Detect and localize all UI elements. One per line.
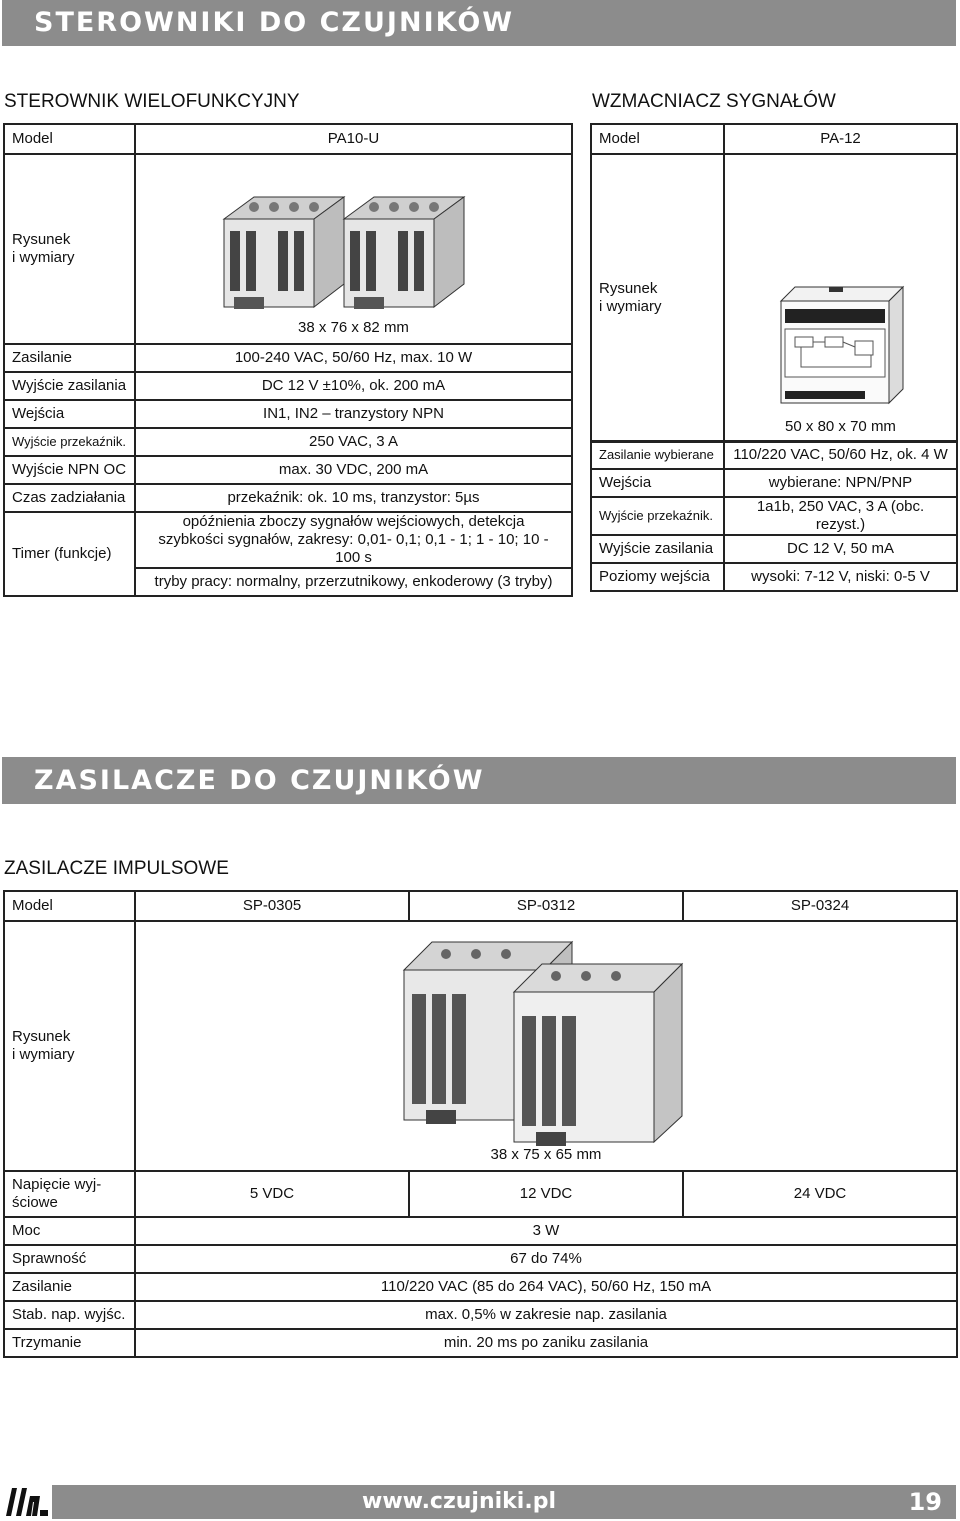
row-label: Wyjście zasilania bbox=[591, 535, 724, 563]
model-value: SP-0305 bbox=[135, 891, 409, 921]
row-value: 67 do 74% bbox=[135, 1245, 957, 1273]
row-label: Zasilanie bbox=[4, 344, 135, 372]
amplifier-specs-table bbox=[590, 413, 958, 592]
voltage-value: 5 VDC bbox=[135, 1171, 409, 1217]
multifunction-title: STEROWNIK WIELOFUNKCYJNY bbox=[4, 91, 300, 112]
model-value: PA-12 bbox=[724, 124, 957, 154]
sp-dimensions: 38 x 75 x 65 mm bbox=[490, 1146, 602, 1163]
amplifier-title: WZMACNIACZ SYGNAŁÓW bbox=[592, 91, 836, 112]
pa12-device-image bbox=[771, 279, 911, 419]
model-value: SP-0324 bbox=[683, 891, 957, 921]
row-value: przekaźnik: ok. 10 ms, tranzystor: 5µs bbox=[135, 484, 572, 512]
row-value: 3 W bbox=[135, 1217, 957, 1245]
drawing-label: Rysunek i wymiary bbox=[4, 921, 135, 1171]
row-value: max. 0,5% w zakresie nap. zasilania bbox=[135, 1301, 957, 1329]
model-value: SP-0312 bbox=[409, 891, 683, 921]
row-value: 110/220 VAC (85 do 264 VAC), 50/60 Hz, 150 mA bbox=[135, 1273, 957, 1301]
row-label: Wyjście przekaźnik. bbox=[4, 428, 135, 456]
page-number: 19 bbox=[908, 1488, 942, 1516]
row-value: DC 12 V ±10%, ok. 200 mA bbox=[135, 372, 572, 400]
row-value: 110/220 VAC, 50/60 Hz, ok. 4 W bbox=[724, 441, 957, 469]
row-label: Wyjście NPN OC bbox=[4, 456, 135, 484]
company-logo bbox=[4, 1484, 50, 1518]
row-value: wybierane: NPN/PNP bbox=[724, 469, 957, 497]
pa12-device-sub: POWER AMPLIFIER bbox=[772, 270, 837, 278]
drawing-cell bbox=[724, 154, 957, 442]
timer-value-modes: tryby pracy: normalny, przerzutnikowy, enkoderowy (3 tryby) bbox=[135, 568, 572, 596]
multifunction-table bbox=[3, 123, 573, 597]
row-label: Czas zadziałania bbox=[4, 484, 135, 512]
voltage-label: Napięcie wyj- ściowe bbox=[4, 1171, 135, 1217]
psu-title: ZASILACZE IMPULSOWE bbox=[4, 858, 229, 879]
amplifier-label-overlay bbox=[772, 262, 852, 278]
spacer-cell bbox=[591, 413, 724, 441]
row-label: Poziomy wejścia bbox=[591, 563, 724, 591]
pa12-dimensions: 50 x 80 x 70 mm bbox=[724, 413, 957, 441]
row-label: Trzymanie bbox=[4, 1329, 135, 1357]
drawing-cell bbox=[135, 154, 572, 344]
row-label: Stab. nap. wyjśc. bbox=[4, 1301, 135, 1329]
pa12-device-label: PA-12 bbox=[772, 262, 792, 270]
section-banner-power-supplies: ZASILACZE DO CZUJNIKÓW bbox=[2, 757, 956, 804]
pa10u-dimensions: 38 x 76 x 82 mm bbox=[298, 319, 409, 336]
timer-value-functions: opóźnienia zboczy sygnałów wejściowych, detekcja szybkości sygnałów, zakresy: 0,01- 0,1; 0,1 - 1; 1 - 10; 10 - 100 s bbox=[135, 512, 572, 568]
model-label: Model bbox=[4, 124, 135, 154]
row-value: DC 12 V, 50 mA bbox=[724, 535, 957, 563]
row-label: Wyjście przekaźnik. bbox=[591, 497, 724, 535]
row-label: Wejścia bbox=[4, 400, 135, 428]
drawing-label: Rysunek i wymiary bbox=[4, 154, 135, 344]
row-value: 100-240 VAC, 50/60 Hz, max. 10 W bbox=[135, 344, 572, 372]
footer-website-url[interactable]: www.czujniki.pl bbox=[362, 1489, 556, 1514]
model-label: Model bbox=[4, 891, 135, 921]
model-value: PA10-U bbox=[135, 124, 572, 154]
row-label: Sprawność bbox=[4, 1245, 135, 1273]
pa10u-device-image bbox=[214, 179, 494, 319]
row-value: IN1, IN2 – tranzystory NPN bbox=[135, 400, 572, 428]
voltage-value: 12 VDC bbox=[409, 1171, 683, 1217]
drawing-label: Rysunek i wymiary bbox=[591, 154, 724, 442]
sp-device-image bbox=[396, 934, 696, 1146]
row-value: max. 30 VDC, 200 mA bbox=[135, 456, 572, 484]
voltage-value: 24 VDC bbox=[683, 1171, 957, 1217]
row-label: Wejścia bbox=[591, 469, 724, 497]
row-value: 250 VAC, 3 A bbox=[135, 428, 572, 456]
row-label: Moc bbox=[4, 1217, 135, 1245]
row-value: 1a1b, 250 VAC, 3 A (obc. rezyst.) bbox=[724, 497, 957, 535]
row-label: Zasilanie wybierane bbox=[591, 441, 724, 469]
model-label: Model bbox=[591, 124, 724, 154]
timer-label: Timer (funkcje) bbox=[4, 512, 135, 596]
section-banner-controllers: STEROWNIKI DO CZUJNIKÓW bbox=[2, 0, 956, 46]
row-value: wysoki: 7-12 V, niski: 0-5 V bbox=[724, 563, 957, 591]
row-label: Wyjście zasilania bbox=[4, 372, 135, 400]
row-value: min. 20 ms po zaniku zasilania bbox=[135, 1329, 957, 1357]
amplifier-table bbox=[590, 123, 958, 443]
psu-table bbox=[3, 890, 958, 1358]
drawing-cell bbox=[135, 921, 957, 1171]
row-label: Zasilanie bbox=[4, 1273, 135, 1301]
